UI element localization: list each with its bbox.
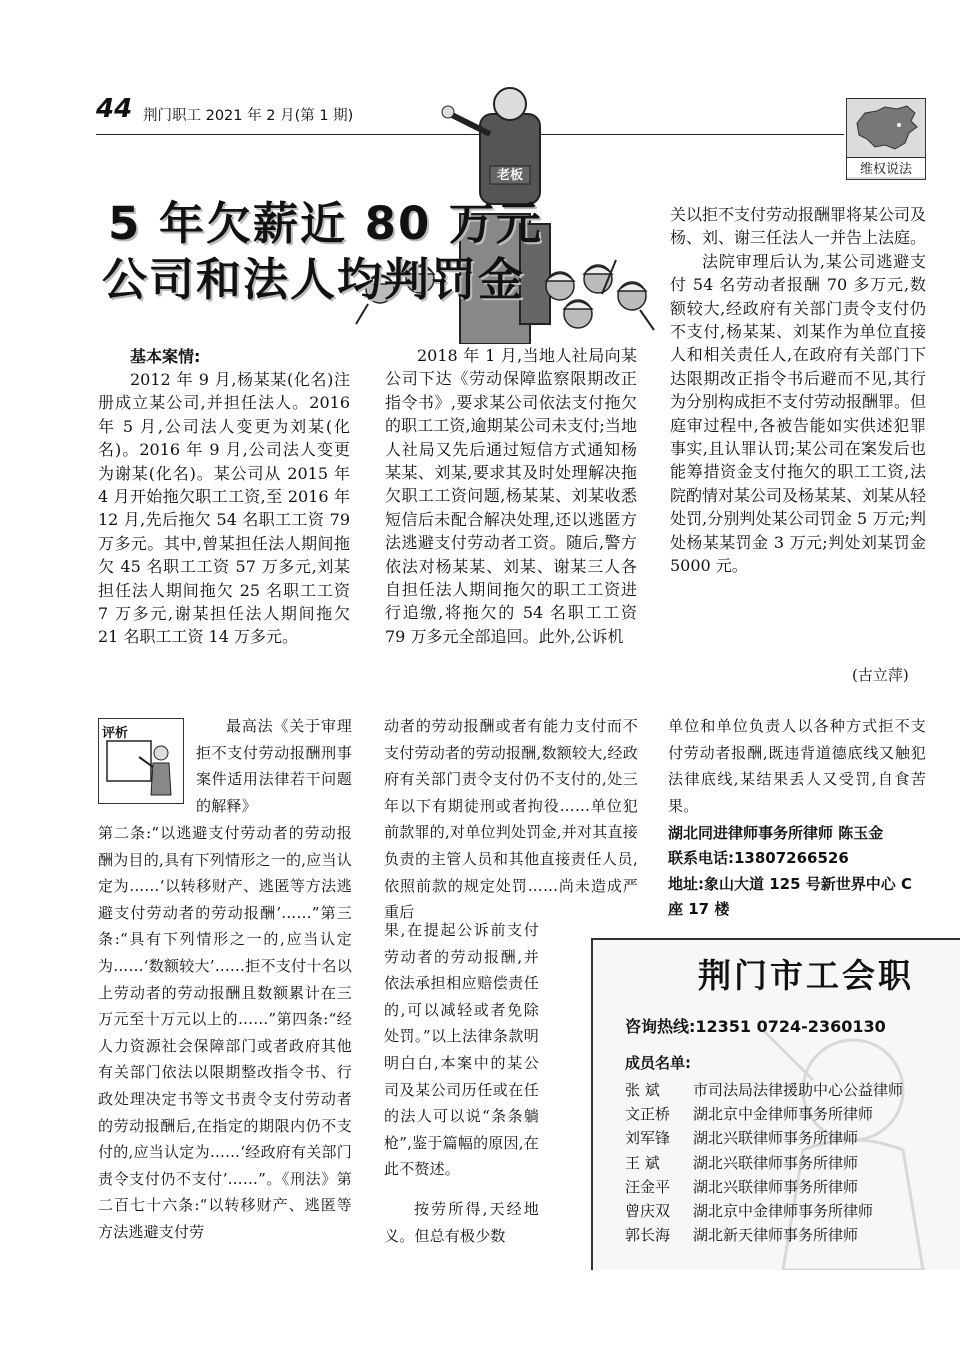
member-row [625,1151,903,1175]
member-org: 湖北新天律师事务所律师 [693,1226,859,1245]
boss-sign-text: 老板 [496,168,524,183]
article-paragraph-continued: 关以拒不支付劳动报酬罪将某公司及杨、刘、谢三任法人一并告上法庭。 [670,205,927,248]
analysis-column-3 [668,713,926,819]
member-row [625,1102,903,1126]
headline-line-2: 公司和法人均判罚金 [102,253,526,306]
member-name: 郭长海 [625,1226,671,1245]
analysis-column-2 [384,713,638,926]
member-org: 湖北兴联律师事务所律师 [693,1153,859,1172]
union-title: 荆门市工会职 [698,956,914,995]
analysis-column-1 [98,820,352,1246]
member-row [625,1199,903,1223]
members-list [625,1078,903,1247]
column-badge-label: 维权说法 [847,157,925,177]
member-name: 曾庆双 [625,1202,671,1221]
analysis-text: 最高法《关于审理拒不支付劳动报酬刑事案件适用法律若干问题的解释》 [196,717,352,815]
member-row [625,1175,903,1199]
analysis-badge [98,718,184,804]
member-org: 湖北兴联律师事务所律师 [693,1177,859,1196]
member-row [625,1223,903,1247]
member-org: 湖北京中金律师事务所律师 [693,1105,874,1124]
member-name: 张 斌 [625,1081,660,1099]
article-paragraph: 法院审理后认为,某公司逃避支付 54 名劳动者报酬 70 多万元,数额较大,经政府有关部门责令支付仍不支付,杨某某、刘某作为单位直接人和相关责任人,在政府有关部门下达限期改正指令书后避而不见,其行为分别构成拒不支付劳动报酬罪。但庭审过程中,各被告能如实供述犯罪事实,且认罪认罚;某公司在案发后也能筹措资金支付拖欠的职工工资,法院酌情对某公司及杨某某、刘某从轻处罚,分别判处某公司罚金 5 万元;判处杨某某罚金 3 万元;判处刘某罚金 5000 元。 [670,251,927,576]
member-name: 汪金平 [625,1177,671,1196]
lawyer-name: 湖北同进律师事务所律师 陈玉金 [668,824,884,842]
byline: (古立萍) [852,666,909,684]
member-org: 湖北兴联律师事务所律师 [693,1129,859,1148]
member-row [625,1126,903,1150]
member-org: 湖北京中金律师事务所律师 [693,1202,874,1221]
lecturer-icon [99,719,183,803]
running-head: 荆门职工 2021 年 2 月(第 1 期) [143,108,354,124]
member-org: 市司法局法律援助中心公益律师 [693,1081,904,1099]
article-column-2 [385,344,637,648]
analysis-text: 动者的劳动报酬或者有能力支付而不支付劳动者的劳动报酬,数额较大,经政府有关部门责令支付仍不支付的,处三年以下有期徒刑或者拘役……单位犯前款罪的,对单位判处罚金,并对其直接负责的主管人员和其他直接责任人员,依照前款的规定处罚……尚未造成严重后 [384,717,638,922]
analysis-text: 按劳所得,天经地义。但总有极少数 [384,1200,539,1245]
consultation-hotline: 咨询热线:12351 0724-2360130 [625,1017,886,1036]
page-number: 44 [96,94,133,124]
analysis-text: 单位和单位负责人以各种方式拒不支付劳动者报酬,既违背道德底线又触犯法律底线,某结果丢人又受罚,自食苦果。 [668,717,926,815]
lawyer-address: 地址:象山大道 125 号新世界中心 C 座 17 楼 [668,875,912,918]
headline-line-1: 5 年欠薪近 80 万元 [108,197,543,250]
member-name: 文正桥 [625,1105,671,1124]
china-map-icon [851,103,921,153]
analysis-text: 第二条:“以逃避支付劳动者的劳动报酬为目的,具有下列情形之一的,应当认定为……‘以转移财产、逃匿等方法逃避支付劳动者的劳动报酬’……”第三条:“具有下列情形之一的,应当认定为……‘数额较大’……拒不支付十名以上劳动者的劳动报酬且数额累计在三万元至十万元以上的……”第四条:“经人力资源社会保障部门或者政府其他有关部门依法以限期整改指令书、行政处理决定书等文书责令支付劳动者的劳动报酬后,在指定的期限内仍不支付的,应当认定为……‘经政府有关部门责令支付仍不支付’……”。《刑法》第二百七十六条:“以转移财产、逃匿等方法逃避支付劳 [98,824,352,1241]
article-column-1 [98,368,350,649]
member-name: 刘军锋 [625,1129,671,1148]
analysis-column-2c [384,1196,539,1249]
article-paragraph: 2018 年 1 月,当地人社局向某公司下达《劳动保障监察限期改正指令书》,要求某公司依法支付拖欠的职工工资,逾期某公司未支付;当地人社局又先后通过短信方式通知杨某某、刘某,要求其及时处理解决拖欠职工工资问题,杨某某、刘某收悉短信后未配合解决处理,还以逃匿方法逃避支付劳动者工资。随后,警方依法对杨某某、刘某、谢某三人各自担任法人期间拖欠的职工工资进行追缴,将拖欠的 54 名职工工资 79 万多元全部追回。此外,公诉机 [385,346,637,646]
column-badge [846,98,926,180]
members-heading: 成员名单: [625,1054,691,1072]
analysis-column-2b [384,917,539,1183]
article-paragraph: 2012 年 9 月,杨某某(化名)注册成立某公司,并担任法人。2016 年 5 月,公司法人变更为刘某(化名)。2016 年 9 月,公司法人变更为谢某(化名)。某公司从 2015 年 4 月开始拖欠职工工资,至 2016 年 12 月,先后拖欠 54 名职工工资 79 万多元。其中,曾某担任法人期间拖欠 45 名职工工资 57 万多元,刘某担任法人期间拖欠 25 名职工工资 7 万多元,谢某担任法人期间拖欠 21 名职工工资 14 万多元。 [98,370,350,647]
analysis-text: 果,在提起公诉前支付劳动者的劳动报酬,并依法承担相应赔偿责任的,可以减轻或者免除处罚。”以上法律条款明明白白,本案中的某公司及某公司历任或在任的法人可以说“条条躺枪”,鉴于篇幅的原因,在此不赘述。 [384,921,539,1179]
analysis-intro [196,713,352,819]
member-name: 王 斌 [625,1153,660,1172]
lawyer-phone: 联系电话:13807266526 [668,849,849,867]
article-column-3 [670,203,926,578]
analysis-tag: 评析 [102,726,129,741]
member-row [625,1078,903,1102]
case-heading: 基本案情: [130,347,201,366]
